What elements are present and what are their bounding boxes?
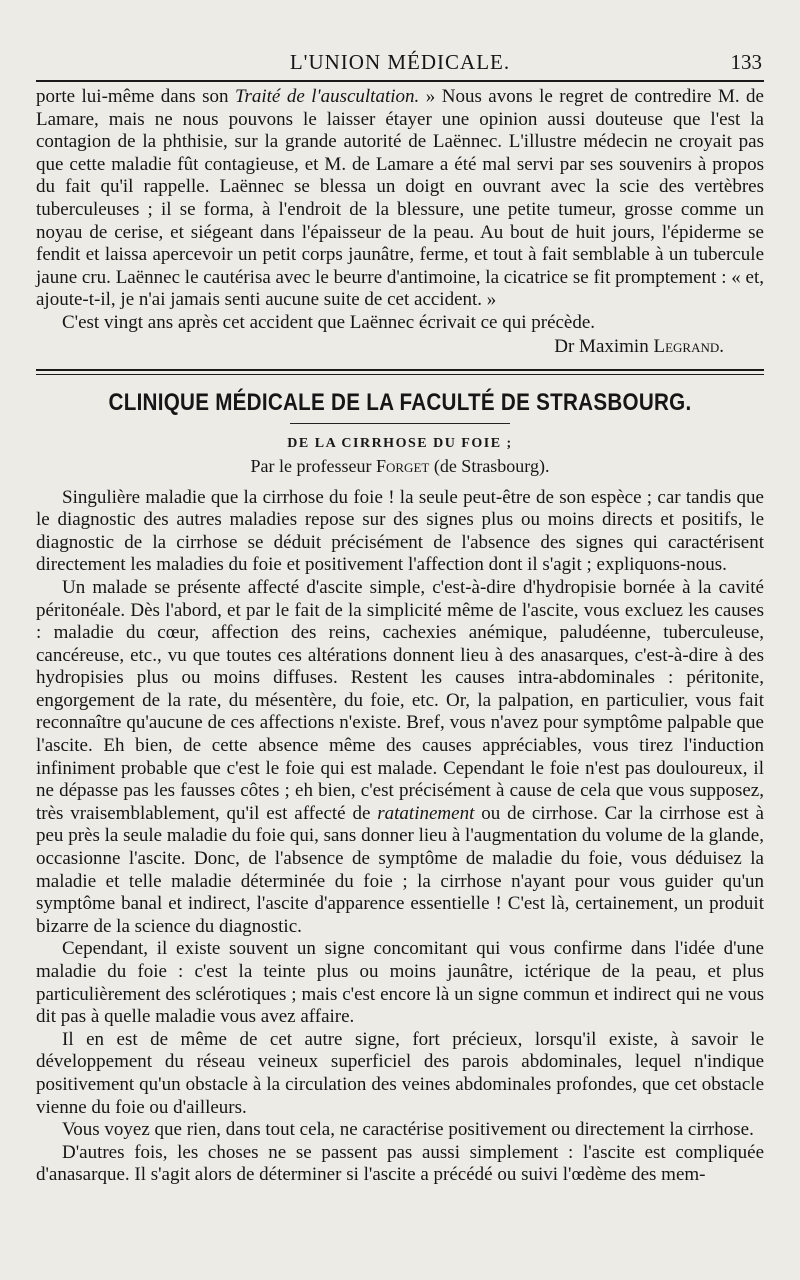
article-title: DE LA CIRRHOSE DU FOIE ; [287, 435, 513, 451]
running-head [36, 44, 764, 82]
article-paragraph: Vous voyez que rien, dans tout cela, ne caractérise positivement ou directement la cirrhose. [62, 1119, 754, 1141]
signature-prefix: Dr Maximin [554, 335, 649, 357]
author-signature [36, 335, 764, 359]
article-body [36, 487, 764, 1187]
article-paragraph: Singulière maladie que la cirrhose du foie ! la seule peut-être de son espèce ; car tandis que le diagnostic des autres maladies repose sur des signes plus ou moins directs et positifs, le diagnostic de la cirrhose se déduit précisément de l'absence des signes qui caractérisent directement les maladies du foie et positivement l'affection dont il s'agit ; expliquons-nous. [36, 486, 764, 576]
continuation-text [36, 86, 764, 335]
title-underline [290, 423, 510, 424]
article-paragraph: Il en est de même de cet autre signe, fort précieux, lorsqu'il existe, à savoir le développement du réseau veineux superficiel des parois abdominales, lequel n'indique positivement qu'un obstacle à la circulation des veines abdominales profondes, que cet obstacle vienne du foie ou d'ailleurs. [36, 1028, 764, 1118]
article-paragraph: D'autres fois, les choses ne se passent pas aussi simplement : l'ascite est compliquée d'anasarque. Il s'agit alors de déterminer si l'ascite a précédé ou suivi l'œdème des mem- [36, 1141, 764, 1186]
section-divider [36, 369, 764, 375]
text-run: porte lui-même dans son [36, 86, 235, 107]
page-number: 133 [730, 50, 762, 74]
article-byline [36, 456, 764, 477]
signature-name: Legrand. [653, 335, 724, 357]
article-paragraph [36, 577, 764, 939]
article-paragraph: Cependant, il existe souvent un signe concomitant qui vous confirme dans l'idée d'une maladie du foie : c'est la teinte plus ou moins jaunâtre, ictérique de la peau, et plus particulièrement des sclérotiques ; mais c'est encore là un signe commun et indirect qui ne vous dit pas à quelle maladie vous avez affaire. [36, 938, 764, 1028]
byline-text: Par le professeur [250, 455, 376, 476]
book-title: Traité de l'auscultation. [234, 86, 420, 107]
text-run: Un malade se présente affecté d'ascite simple, c'est-à-dire d'hydropisie bornée à la cavité péritonéale. Dès l'abord, et par le fait de la simplicité même de l'ascite, vous excluez les causes : maladie du cœur, affection des reins, cachexies anémique, paludéenne, tuberculeuse, cancéreuse, etc., vu que toutes ces altérations donnent lieu à des anasarques, c'est-à-dire à des hydropisies plus ou moins diffuses. Restent les causes intra-abdominales : péritonite, engorgement de la rate, du mésentère, du foie, etc. Or, la palpation, en particulier, vous fait reconnaître qu'aucune de ces affections n'existe. Bref, vous n'avez pour symptôme palpable que l'ascite. Eh bien, de cette absence même des causes appréciables, vous tirez l'induction infiniment probable que c'est le foie qui est malade. Cependant le foie n'est pas douloureux, il ne dépasse pas les fausses côtes ; eh bien, c'est précisément à cause de cela que vous supposez, très vraisemblablement, qu'il est affecté de [36, 576, 764, 824]
byline-text: (de Strasbourg). [429, 455, 550, 476]
italic-term: ratatinement [377, 802, 475, 824]
text-run: » Nous avons le regret de contredire M. de Lamare, mais ne nous pouvons le laisser étayer une opinion aussi douteuse que l'est la contagion de la phthisie, sur la grande autorité de Laënnec. L'illustre médecin ne croyait pas que cette maladie fût contagieuse, et M. de Lamare a été mal servi par ses souvenirs à propos du fait qu'il rappelle. Laënnec se blessa un doigt en ouvrant avec la scie des vertèbres tuberculeuses ; il se forma, à l'endroit de la blessure, une petite tumeur, grosse comme un noyau de cerise, et siégeant dans l'épaisseur de la peau. Au bout de huit jours, l'épiderme se fendit et laissa apercevoir un petit corps jaunâtre, ferme, et tout à fait semblable à un tubercule jaune cru. Laënnec le cautérisa avec le beurre d'antimoine, la cicatrice se fit promptement : « et, ajoute-t-il, je n'ai jamais senti aucune suite de cet accident. » [36, 86, 764, 311]
continuation-paragraph [36, 86, 764, 312]
journal-page [36, 44, 764, 1187]
author-name: Forget [375, 455, 430, 476]
journal-title: L'UNION MÉDICALE. [289, 50, 511, 74]
section-title: CLINIQUE MÉDICALE DE LA FACULTÉ DE STRASBOURG. [108, 388, 692, 416]
text-run: ou de cirrhose. Car la cirrhose est à peu près la seule maladie du foie qui, sans donner lieu à l'augmentation du volume de la glande, occasionne l'ascite. Donc, de l'absence de symptôme de maladie du foie, vous déduisez la maladie et telle maladie déterminée du foie ; la cirrhose n'ayant pour vous guider qu'un symptôme banal et indirect, l'ascite d'apparence essentielle ! C'est là, certainement, un produit bizarre de la science du diagnostic. [36, 802, 764, 937]
closing-paragraph: C'est vingt ans après cet accident que Laënnec écrivait ce qui précède. [62, 311, 596, 333]
